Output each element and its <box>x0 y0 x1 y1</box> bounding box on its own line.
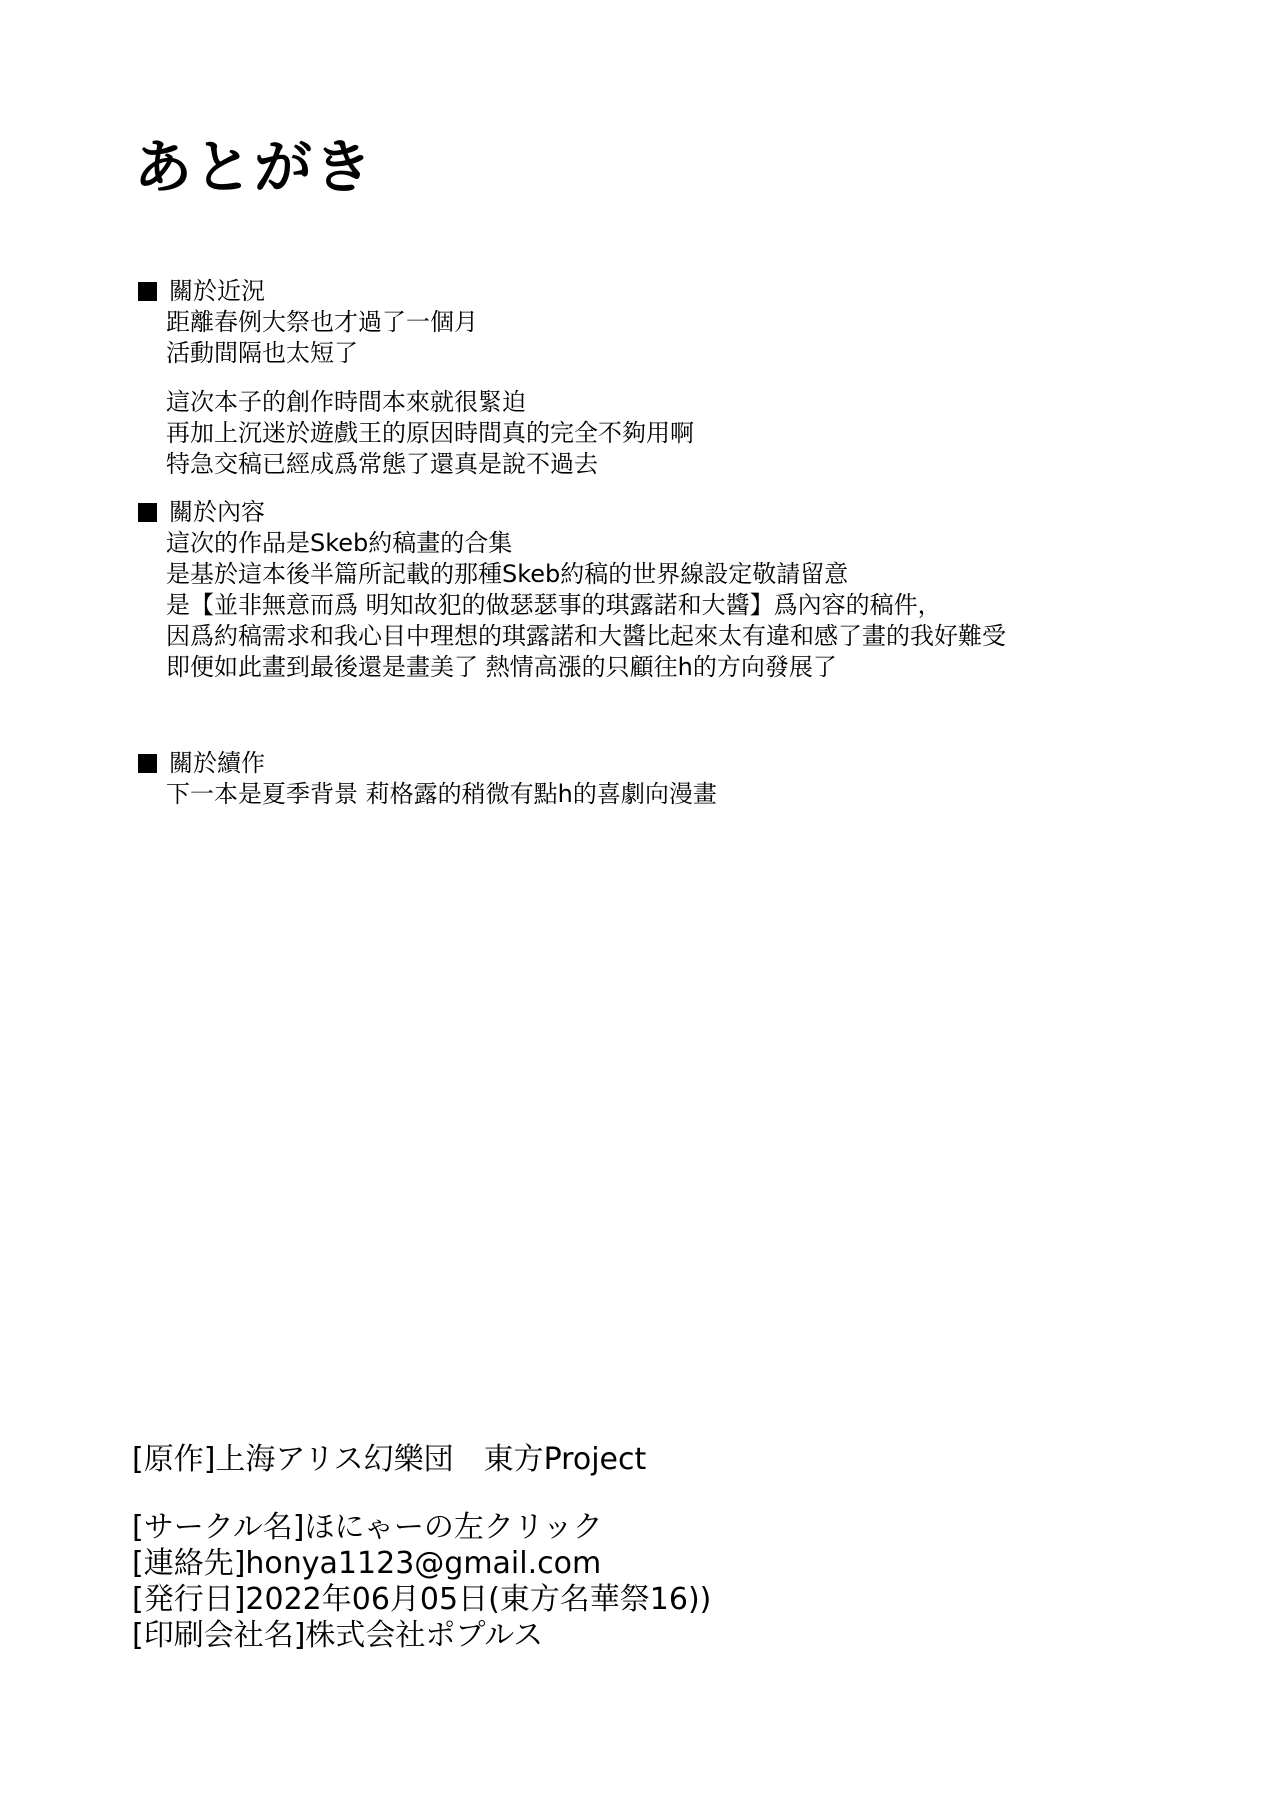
section-body <box>138 779 717 810</box>
colophon-original-work <box>132 1442 646 1478</box>
section-recent <box>138 276 694 480</box>
text-line: 下一本是夏季背景 莉格露的稍微有點h的喜劇向漫畫 <box>166 780 717 808</box>
section-body <box>138 528 1006 683</box>
section-heading-text: 關於續作 <box>169 749 265 777</box>
text-line: 再加上沉迷於遊戲王的原因時間真的完全不夠用啊 <box>166 419 694 447</box>
text-line: 是基於這本後半篇所記載的那種Skeb約稿的世界線設定敬請留意 <box>166 560 849 588</box>
section-heading <box>138 276 694 307</box>
black-square-icon <box>138 282 157 301</box>
text-line: 這次的作品是Skeb約稿畫的合集 <box>166 529 513 557</box>
section-body <box>138 307 694 480</box>
section-content <box>138 497 1006 683</box>
section-sequel <box>138 748 717 810</box>
text-line: 即便如此畫到最後還是畫美了 熱情高漲的只顧往h的方向發展了 <box>166 653 837 681</box>
text-line: 因爲約稿需求和我心目中理想的琪露諾和大醬比起來太有違和感了畫的我好難受 <box>166 622 1006 650</box>
colophon-circle-name: [サークル名]ほにゃーの左クリック <box>132 1510 603 1545</box>
text-line: 活動間隔也太短了 <box>166 339 358 367</box>
text-line: 特急交稿已經成爲常態了還真是說不過去 <box>166 450 598 478</box>
colophon-contact: [連絡先]honya1123@gmail.com <box>132 1546 602 1581</box>
section-heading-text: 關於內容 <box>169 498 265 526</box>
paragraph-spacer <box>166 369 694 387</box>
colophon-release-date: [発行日]2022年06月05日(東方名華祭16)) <box>132 1582 712 1617</box>
page-title: あとがき <box>134 133 375 201</box>
text-line: 是【並非無意而爲 明知故犯的做瑟瑟事的琪露諾和大醬】爲內容的稿件， <box>166 591 942 619</box>
colophon-printer: [印刷会社名]株式会社ポプルス <box>132 1618 544 1653</box>
colophon-details <box>132 1510 711 1654</box>
colophon-original-text: [原作]上海アリス幻樂団 東方Project <box>132 1442 647 1477</box>
black-square-icon <box>138 754 157 773</box>
black-square-icon <box>138 503 157 522</box>
section-heading <box>138 748 717 779</box>
text-line: 這次本子的創作時間本來就很緊迫 <box>166 388 526 416</box>
section-heading-text: 關於近況 <box>169 277 265 305</box>
section-heading <box>138 497 1006 528</box>
text-line: 距離春例大祭也才過了一個月 <box>166 308 478 336</box>
